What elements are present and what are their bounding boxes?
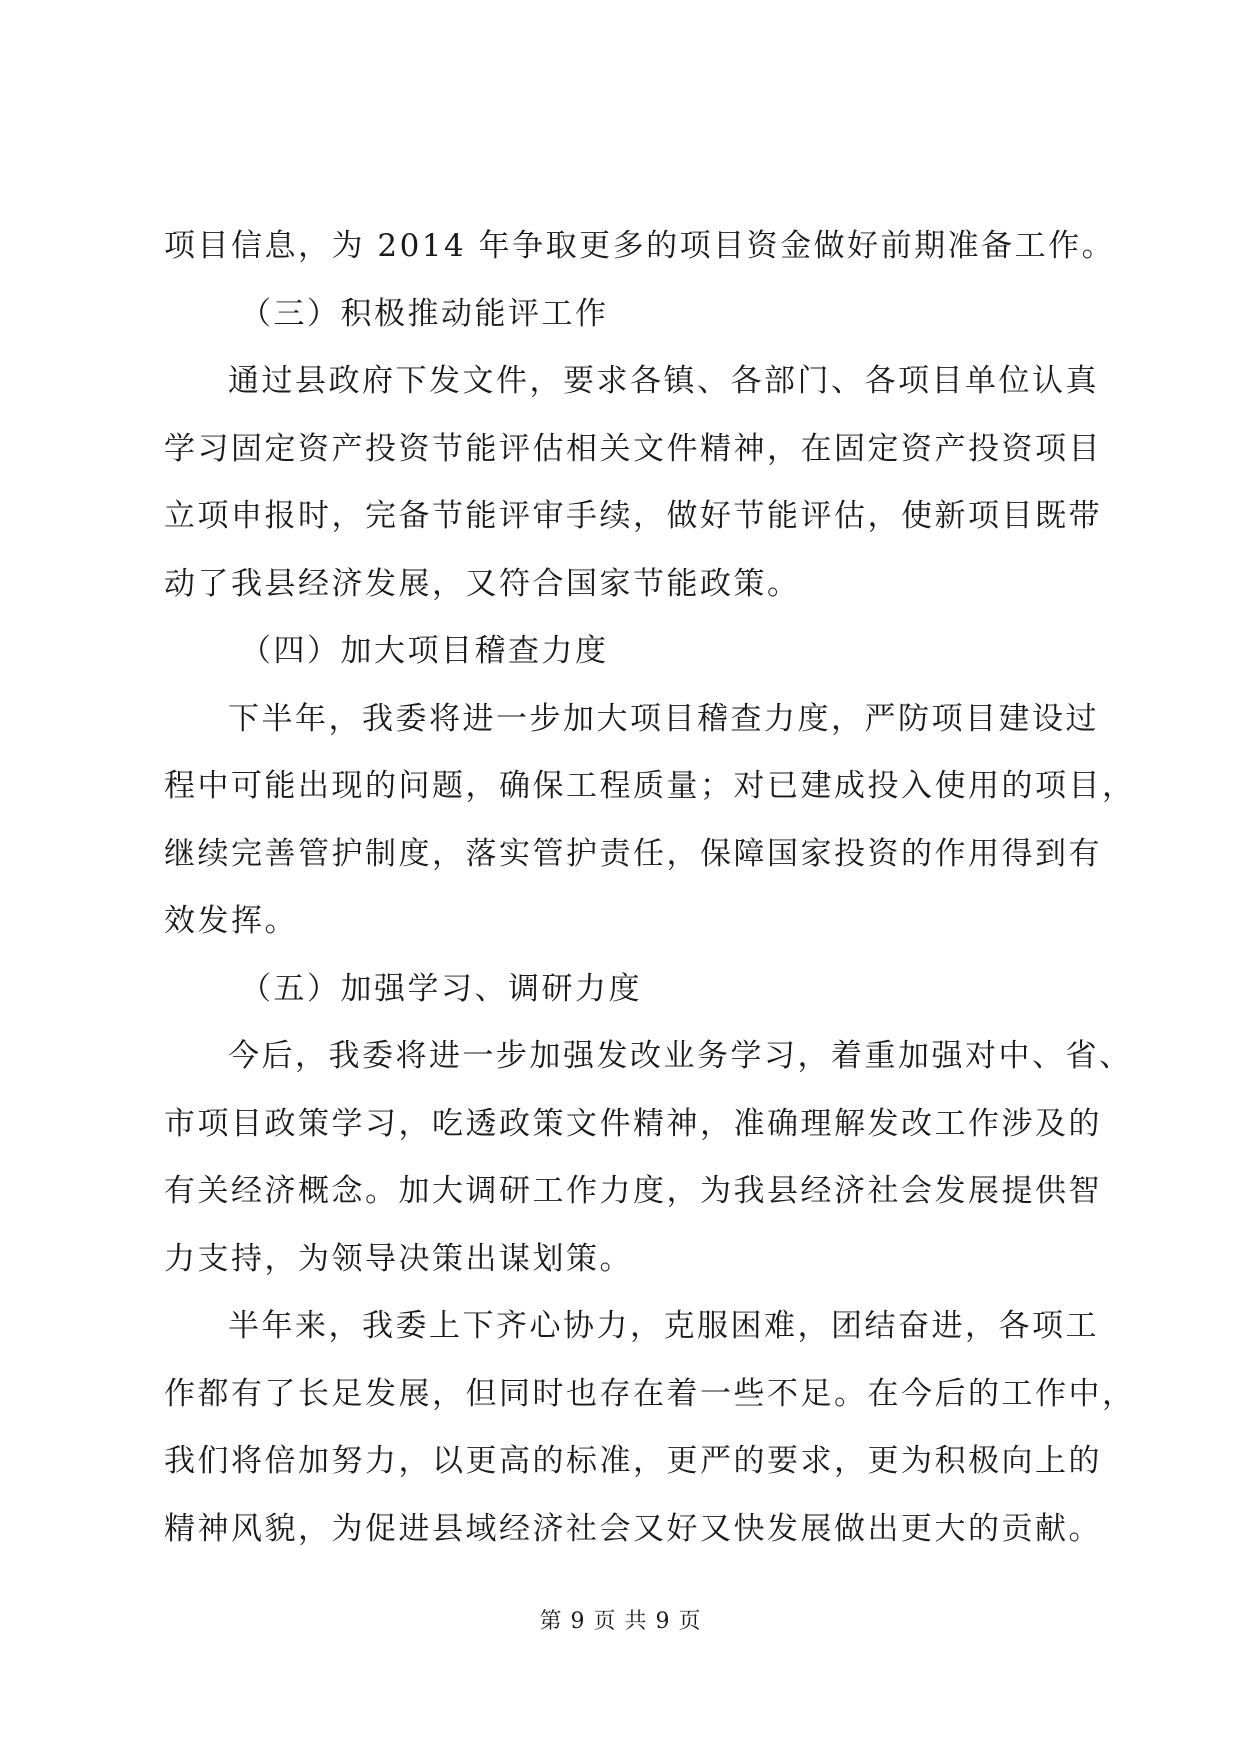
- document-body: [164, 228, 1136, 1578]
- paragraph-line: 今后，我委将进一步加强发改业务学习，着重加强对中、省、: [228, 1038, 1133, 1074]
- paragraph-line: 动了我县经济发展，又符合国家节能政策。: [164, 565, 801, 602]
- paragraph-line: 作都有了长足发展，但同时也存在着一些不足。在今后的工作中，: [164, 1375, 1136, 1412]
- page-number-footer: 第 9 页 共 9 页: [539, 1609, 702, 1634]
- paragraph-line: 力支持，为领导决策出谋划策。: [164, 1240, 633, 1277]
- paragraph-line: 市项目政策学习，吃透政策文件精神，准确理解发改工作涉及的: [164, 1105, 1102, 1142]
- paragraph-line: 项目信息，为 2014 年争取更多的项目资金做好前期准备工作。: [164, 228, 1116, 264]
- paragraph-line: 立项申报时，完备节能评审手续，做好节能评估，使新项目既带: [164, 498, 1102, 534]
- section-heading-4: （四）加大项目稽查力度: [240, 633, 609, 669]
- paragraph-line: 半年来，我委上下齐心协力，克服困难，团结奋进，各项工: [228, 1308, 1099, 1344]
- paragraph-line: 通过县政府下发文件，要求各镇、各部门、各项目单位认真: [228, 363, 1099, 399]
- paragraph-line: 下半年，我委将进一步加大项目稽查力度，严防项目建设过: [228, 700, 1099, 737]
- paragraph-line: 学习固定资产投资节能评估相关文件精神，在固定资产投资项目: [164, 430, 1102, 467]
- paragraph-line: 有关经济概念。加大调研工作力度，为我县经济社会发展提供智: [164, 1173, 1102, 1209]
- paragraph-line: 效发挥。: [164, 903, 298, 939]
- paragraph-line: 精神风貌，为促进县域经济社会又好又快发展做出更大的贡献。: [164, 1510, 1102, 1547]
- section-heading-3: （三）积极推动能评工作: [240, 295, 609, 332]
- paragraph-line: 程中可能出现的问题，确保工程质量；对已建成投入使用的项目，: [164, 768, 1136, 804]
- paragraph-line: 继续完善管护制度，落实管护责任，保障国家投资的作用得到有: [164, 835, 1102, 872]
- paragraph-line: 我们将倍加努力，以更高的标准，更严的要求，更为积极向上的: [164, 1443, 1102, 1479]
- section-heading-5: （五）加强学习、调研力度: [240, 970, 642, 1007]
